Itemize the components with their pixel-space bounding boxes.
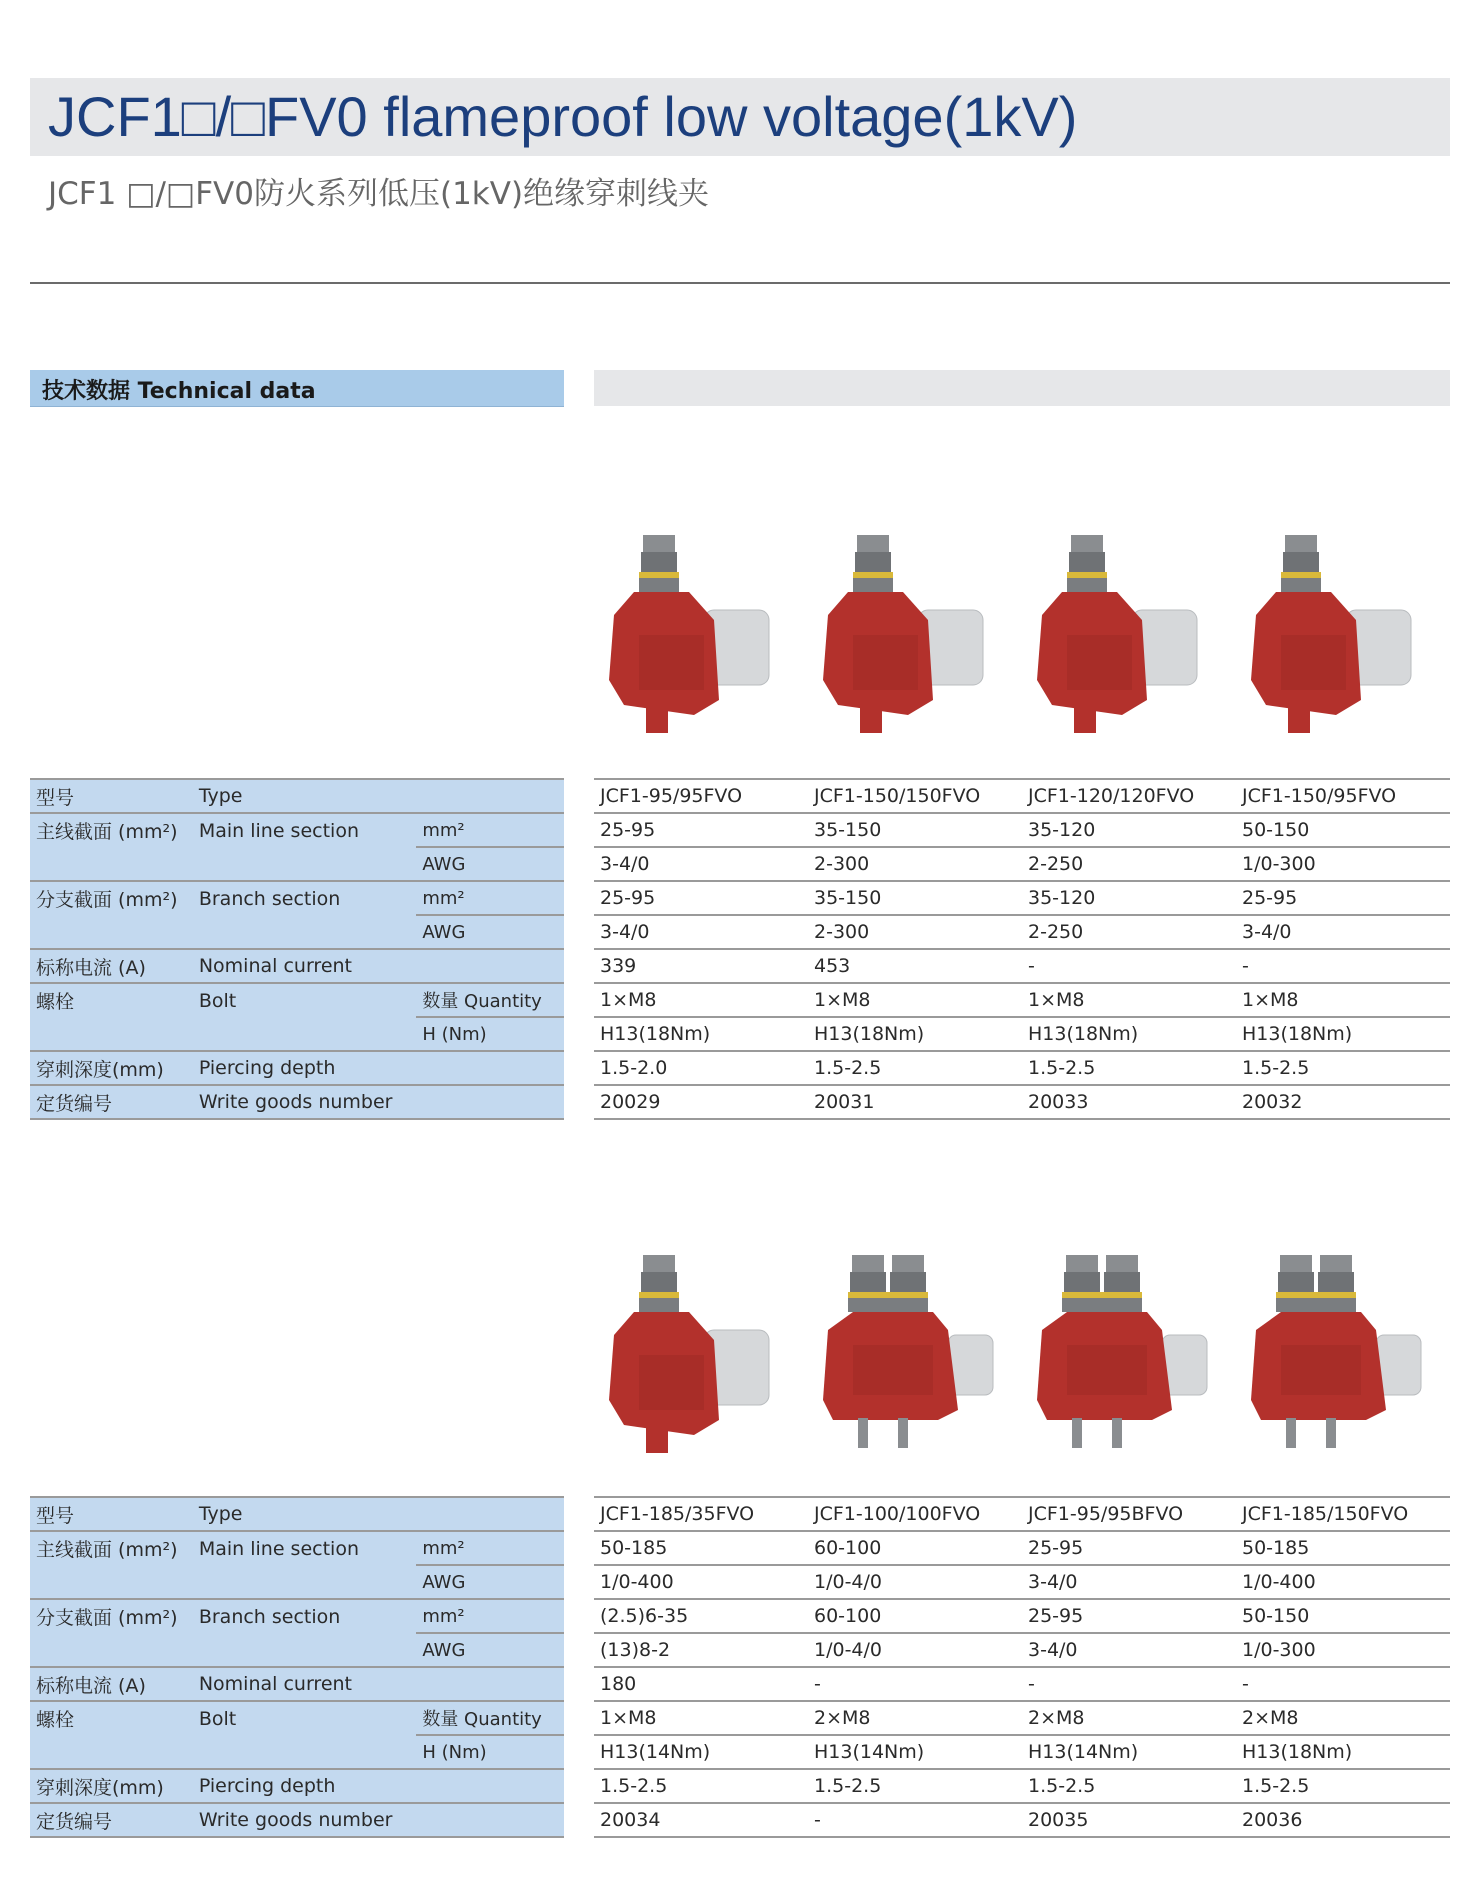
value-cell: 20031 [808,1085,1022,1119]
value-cell: 1.5-2.5 [594,1769,808,1803]
value-cell: - [808,1667,1022,1701]
product-photos-1 [594,530,1450,750]
value-cell: - [1022,1667,1236,1701]
model-cell: JCF1-185/150FVO [1236,1497,1450,1531]
value-cell: 3-4/0 [594,847,808,881]
table-row [30,779,564,813]
value-cell: H13(18Nm) [808,1017,1022,1051]
value-cell: 20034 [594,1803,808,1837]
label-cell: Main line section [198,819,359,842]
value-cell: 1.5-2.5 [1236,1769,1450,1803]
label-cell: Write goods number [193,1803,417,1837]
value-cell: 1×M8 [1022,983,1236,1017]
table-row [30,1667,564,1701]
value-cell: 2×M8 [808,1701,1022,1735]
label-cell: 穿刺深度(mm) [30,1769,193,1803]
value-cell: 25-95 [594,813,808,847]
table-row [594,983,1450,1017]
value-cell: 35-120 [1022,881,1236,915]
table-row [30,847,564,881]
product-photo [594,530,794,750]
label-cell: 分支截面 (mm²) [36,889,178,911]
table-row [594,881,1450,915]
value-cell: 1/0-400 [594,1565,808,1599]
value-cell: 20032 [1236,1085,1450,1119]
product-photo [808,1250,1008,1470]
value-cell: 3-4/0 [1022,1633,1236,1667]
model-cell: JCF1-95/95BFVO [1022,1497,1236,1531]
unit-cell: AWG [416,1633,564,1667]
value-cell: 2-250 [1022,915,1236,949]
value-cell: 35-150 [808,881,1022,915]
model-cell: JCF1-120/120FVO [1022,779,1236,813]
value-cell: 1.5-2.5 [1022,1769,1236,1803]
value-table-2 [594,1496,1450,1838]
value-cell: H13(14Nm) [1022,1735,1236,1769]
value-cell: H13(18Nm) [1022,1017,1236,1051]
table-row [30,813,564,847]
product-photo [808,530,1008,750]
table-row [30,1017,564,1051]
value-cell: H13(14Nm) [594,1735,808,1769]
label-cell: 定货编号 [30,1803,193,1837]
value-cell: 50-150 [1236,813,1450,847]
label-cell: 定货编号 [30,1085,193,1119]
label-cell: Bolt [198,1707,237,1730]
unit-cell: AWG [416,1565,564,1599]
label-cell: Main line section [198,1537,359,1560]
label-table-2 [30,1496,564,1838]
value-cell: 2-300 [808,847,1022,881]
table-row [30,881,564,915]
product-photos-2 [594,1250,1450,1470]
value-cell: 25-95 [1022,1531,1236,1565]
table-row [30,1633,564,1667]
value-cell: 25-95 [1236,881,1450,915]
value-cell: 1×M8 [808,983,1022,1017]
value-cell: 50-185 [594,1531,808,1565]
value-cell: - [1236,949,1450,983]
value-cell: 50-185 [1236,1531,1450,1565]
value-cell: 25-95 [594,881,808,915]
table-row [594,1017,1450,1051]
table-row [30,1735,564,1769]
value-cell: 60-100 [808,1531,1022,1565]
value-cell: 50-150 [1236,1599,1450,1633]
value-cell: 1.5-2.5 [808,1769,1022,1803]
label-cell: Nominal current [193,1667,417,1701]
section-bar [594,370,1450,406]
table-row [594,1803,1450,1837]
value-cell: 20035 [1022,1803,1236,1837]
value-cell: 1/0-4/0 [808,1633,1022,1667]
value-cell: 3-4/0 [1236,915,1450,949]
table-row [594,949,1450,983]
value-cell: 1×M8 [594,1701,808,1735]
value-cell: 1.5-2.5 [1236,1051,1450,1085]
product-photo [1022,1250,1222,1470]
value-cell: 1.5-2.0 [594,1051,808,1085]
label-cell: Piercing depth [193,1051,417,1085]
table-row [594,1497,1450,1531]
value-cell: - [1022,949,1236,983]
table-row [594,1599,1450,1633]
value-cell: 2-300 [808,915,1022,949]
table-row [594,1701,1450,1735]
value-cell: 339 [594,949,808,983]
value-cell: 1/0-300 [1236,847,1450,881]
model-cell: JCF1-150/95FVO [1236,779,1450,813]
value-table-1 [594,778,1450,1120]
value-cell: 1.5-2.5 [1022,1051,1236,1085]
table-row [594,1667,1450,1701]
table-row [30,1565,564,1599]
page-subtitle: JCF1 □/□FV0防火系列低压(1kV)绝缘穿刺线夹 [48,176,710,212]
table-row [30,1051,564,1085]
unit-cell: 数量 Quantity [416,983,564,1017]
table-row [30,1497,564,1531]
label-cell: Branch section [198,887,341,910]
product-photo [1236,530,1436,750]
table-row [594,847,1450,881]
unit-cell: AWG [416,915,564,949]
value-cell: 2×M8 [1236,1701,1450,1735]
value-cell: 60-100 [808,1599,1022,1633]
model-cell: JCF1-100/100FVO [808,1497,1022,1531]
label-cell: 主线截面 (mm²) [36,1539,178,1561]
label-cell: Write goods number [193,1085,417,1119]
label-table-1 [30,778,564,1120]
table-row [30,1599,564,1633]
model-cell: JCF1-150/150FVO [808,779,1022,813]
table-row [594,1633,1450,1667]
label-cell: 穿刺深度(mm) [30,1051,193,1085]
value-cell: 1/0-300 [1236,1633,1450,1667]
table-row [594,1531,1450,1565]
label-cell: 螺栓 [36,1709,75,1731]
section-heading [30,370,564,407]
value-cell: 3-4/0 [1022,1565,1236,1599]
table-row [30,1803,564,1837]
label-cell: Nominal current [193,949,417,983]
value-cell: 20029 [594,1085,808,1119]
value-cell: 2-250 [1022,847,1236,881]
label-cell: 主线截面 (mm²) [36,821,178,843]
label-cell: 型号 [30,779,193,813]
value-cell: 1/0-4/0 [808,1565,1022,1599]
label-cell: 螺栓 [36,991,75,1013]
unit-cell: mm² [416,813,564,847]
label-cell: 标称电流 (A) [30,949,193,983]
table-row [594,915,1450,949]
value-cell: 1.5-2.5 [808,1051,1022,1085]
value-cell: 3-4/0 [594,915,808,949]
value-cell: 25-95 [1022,1599,1236,1633]
table-row [30,1701,564,1735]
label-cell: Branch section [198,1605,341,1628]
product-photo [594,1250,794,1470]
table-row [30,983,564,1017]
table-row [594,1769,1450,1803]
section-heading-text: 技术数据 Technical data [42,379,316,404]
label-cell: Type [193,779,417,813]
table-row [30,1769,564,1803]
value-cell: H13(18Nm) [1236,1735,1450,1769]
table-row [594,779,1450,813]
value-cell: - [1236,1667,1450,1701]
label-cell: Piercing depth [193,1769,417,1803]
value-cell: H13(18Nm) [594,1017,808,1051]
unit-cell: mm² [416,1531,564,1565]
value-cell: 20033 [1022,1085,1236,1119]
value-cell: 1/0-400 [1236,1565,1450,1599]
table-row [30,949,564,983]
value-cell: (2.5)6-35 [594,1599,808,1633]
model-cell: JCF1-95/95FVO [594,779,808,813]
table-row [594,1565,1450,1599]
product-photo [1236,1250,1436,1470]
value-cell: - [808,1803,1022,1837]
value-cell: 180 [594,1667,808,1701]
unit-cell: H (Nm) [416,1017,564,1051]
value-cell: 35-150 [808,813,1022,847]
page-title: JCF1□/□FV0 flameproof low voltage(1kV) [48,85,1078,148]
label-cell: Type [193,1497,417,1531]
value-cell: H13(14Nm) [808,1735,1022,1769]
table-row [594,1051,1450,1085]
unit-cell: mm² [416,1599,564,1633]
label-cell: Bolt [198,989,237,1012]
model-cell: JCF1-185/35FVO [594,1497,808,1531]
value-cell: 1×M8 [1236,983,1450,1017]
table-row [30,1531,564,1565]
value-cell: (13)8-2 [594,1633,808,1667]
value-cell: 2×M8 [1022,1701,1236,1735]
value-cell: 20036 [1236,1803,1450,1837]
table-row [30,915,564,949]
value-cell: 453 [808,949,1022,983]
table-row [594,813,1450,847]
label-cell: 标称电流 (A) [30,1667,193,1701]
value-cell: 1×M8 [594,983,808,1017]
table-row [594,1085,1450,1119]
table-row [594,1735,1450,1769]
table-row [30,1085,564,1119]
unit-cell: H (Nm) [416,1735,564,1769]
value-cell: H13(18Nm) [1236,1017,1450,1051]
unit-cell: AWG [416,847,564,881]
divider [30,282,1450,284]
unit-cell: 数量 Quantity [416,1701,564,1735]
product-photo [1022,530,1222,750]
label-cell: 型号 [30,1497,193,1531]
value-cell: 35-120 [1022,813,1236,847]
unit-cell: mm² [416,881,564,915]
label-cell: 分支截面 (mm²) [36,1607,178,1629]
